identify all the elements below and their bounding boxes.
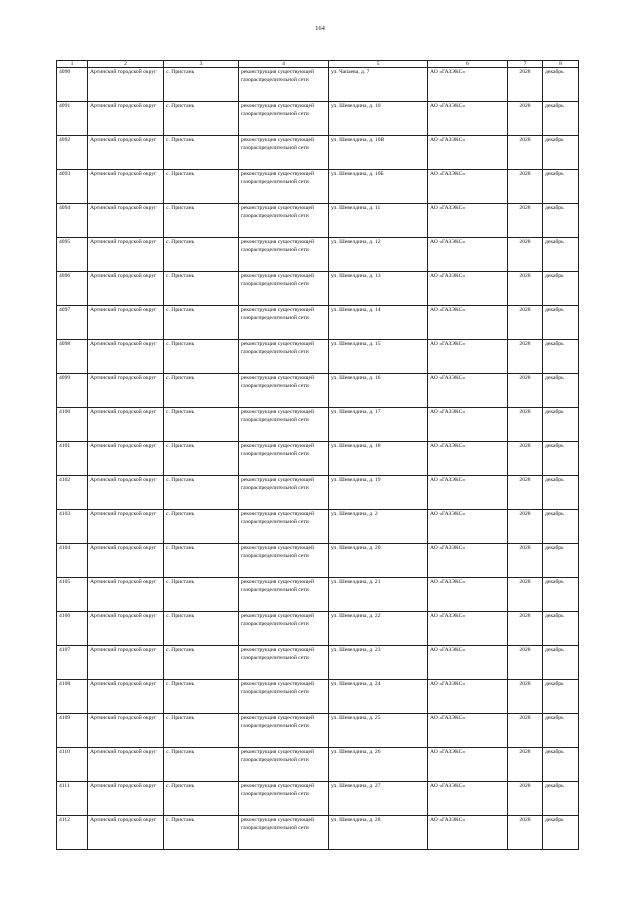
cell-month: декабрь (543, 612, 579, 646)
cell-organization: АО «ГАЗЭКС» (428, 272, 508, 306)
cell-work-type: реконструкция существующей газораспределительной сети (239, 476, 329, 510)
cell-address: ул. Шевелдина, д. 10Б (329, 170, 428, 204)
cell-number: 4090 (57, 68, 88, 102)
cell-number: 4112 (57, 816, 88, 850)
table-row (57, 612, 579, 646)
cell-month: декабрь (543, 306, 579, 340)
cell-year: 2028 (508, 680, 543, 714)
cell-locality: с. Пристань (164, 136, 239, 170)
cell-year: 2028 (508, 748, 543, 782)
cell-organization: АО «ГАЗЭКС» (428, 68, 508, 102)
cell-organization: АО «ГАЗЭКС» (428, 408, 508, 442)
cell-number: 4100 (57, 408, 88, 442)
table-header (57, 61, 579, 68)
cell-work-type: реконструкция существующей газораспределительной сети (239, 544, 329, 578)
page-number: 164 (315, 25, 325, 32)
cell-organization: АО «ГАЗЭКС» (428, 238, 508, 272)
cell-number: 4108 (57, 680, 88, 714)
cell-number: 4106 (57, 612, 88, 646)
cell-district: Артинский городской округ (88, 578, 164, 612)
table-row (57, 680, 579, 714)
cell-month: декабрь (543, 238, 579, 272)
cell-locality: с. Пристань (164, 714, 239, 748)
cell-locality: с. Пристань (164, 306, 239, 340)
cell-month: декабрь (543, 476, 579, 510)
cell-district: Артинский городской округ (88, 442, 164, 476)
cell-address: ул. Шевелдина, д. 2 (329, 510, 428, 544)
cell-organization: АО «ГАЗЭКС» (428, 374, 508, 408)
table-row (57, 170, 579, 204)
cell-organization: АО «ГАЗЭКС» (428, 714, 508, 748)
cell-locality: с. Пристань (164, 170, 239, 204)
cell-year: 2028 (508, 204, 543, 238)
cell-organization: АО «ГАЗЭКС» (428, 748, 508, 782)
cell-number: 4098 (57, 340, 88, 374)
register-table (56, 60, 579, 850)
cell-locality: с. Пристань (164, 408, 239, 442)
cell-month: декабрь (543, 272, 579, 306)
cell-organization: АО «ГАЗЭКС» (428, 442, 508, 476)
cell-year: 2028 (508, 816, 543, 850)
cell-year: 2028 (508, 408, 543, 442)
cell-number: 4095 (57, 238, 88, 272)
cell-year: 2028 (508, 68, 543, 102)
column-header: 3 (164, 61, 239, 68)
cell-number: 4094 (57, 204, 88, 238)
cell-work-type: реконструкция существующей газораспределительной сети (239, 680, 329, 714)
cell-organization: АО «ГАЗЭКС» (428, 510, 508, 544)
table-row (57, 748, 579, 782)
column-header: 6 (428, 61, 508, 68)
cell-work-type: реконструкция существующей газораспределительной сети (239, 748, 329, 782)
header-row (57, 61, 579, 68)
cell-address: ул. Шевелдина, д. 16 (329, 374, 428, 408)
cell-year: 2028 (508, 782, 543, 816)
cell-work-type: реконструкция существующей газораспределительной сети (239, 782, 329, 816)
cell-year: 2028 (508, 136, 543, 170)
cell-locality: с. Пристань (164, 102, 239, 136)
cell-number: 4099 (57, 374, 88, 408)
table-row (57, 782, 579, 816)
cell-locality: с. Пристань (164, 816, 239, 850)
cell-organization: АО «ГАЗЭКС» (428, 170, 508, 204)
cell-district: Артинский городской округ (88, 612, 164, 646)
cell-address: ул. Шевелдина, д. 12 (329, 238, 428, 272)
cell-locality: с. Пристань (164, 272, 239, 306)
table-row (57, 68, 579, 102)
cell-year: 2028 (508, 510, 543, 544)
cell-address: ул. Шевелдина, д. 14 (329, 306, 428, 340)
cell-number: 4097 (57, 306, 88, 340)
cell-locality: с. Пристань (164, 782, 239, 816)
cell-year: 2028 (508, 340, 543, 374)
cell-number: 4107 (57, 646, 88, 680)
table-row (57, 204, 579, 238)
cell-locality: с. Пристань (164, 646, 239, 680)
cell-organization: АО «ГАЗЭКС» (428, 476, 508, 510)
cell-month: декабрь (543, 442, 579, 476)
cell-work-type: реконструкция существующей газораспределительной сети (239, 646, 329, 680)
column-header: 5 (329, 61, 428, 68)
cell-month: декабрь (543, 102, 579, 136)
cell-organization: АО «ГАЗЭКС» (428, 680, 508, 714)
cell-locality: с. Пристань (164, 68, 239, 102)
table-row (57, 510, 579, 544)
cell-district: Артинский городской округ (88, 136, 164, 170)
cell-number: 4110 (57, 748, 88, 782)
cell-work-type: реконструкция существующей газораспределительной сети (239, 816, 329, 850)
cell-address: ул. Шевелдина, д. 28 (329, 816, 428, 850)
cell-year: 2028 (508, 544, 543, 578)
cell-organization: АО «ГАЗЭКС» (428, 816, 508, 850)
cell-year: 2028 (508, 170, 543, 204)
cell-district: Артинский городской округ (88, 272, 164, 306)
table-row (57, 646, 579, 680)
table-row (57, 340, 579, 374)
cell-number: 4103 (57, 510, 88, 544)
cell-address: ул. Шевелдина, д. 10 (329, 102, 428, 136)
cell-year: 2028 (508, 646, 543, 680)
cell-district: Артинский городской округ (88, 510, 164, 544)
cell-work-type: реконструкция существующей газораспределительной сети (239, 306, 329, 340)
cell-month: декабрь (543, 408, 579, 442)
cell-district: Артинский городской округ (88, 646, 164, 680)
table-row (57, 442, 579, 476)
cell-address: ул. Шевелдина, д. 27 (329, 782, 428, 816)
cell-number: 4111 (57, 782, 88, 816)
column-header: 4 (239, 61, 329, 68)
cell-month: декабрь (543, 816, 579, 850)
cell-district: Артинский городской округ (88, 680, 164, 714)
cell-district: Артинский городской округ (88, 374, 164, 408)
cell-work-type: реконструкция существующей газораспределительной сети (239, 374, 329, 408)
column-header: 7 (508, 61, 543, 68)
cell-month: декабрь (543, 680, 579, 714)
table-row (57, 408, 579, 442)
cell-organization: АО «ГАЗЭКС» (428, 544, 508, 578)
table-row (57, 136, 579, 170)
cell-organization: АО «ГАЗЭКС» (428, 612, 508, 646)
table-body (57, 68, 579, 850)
cell-district: Артинский городской округ (88, 170, 164, 204)
cell-address: ул. Шевелдина, д. 13 (329, 272, 428, 306)
cell-locality: с. Пристань (164, 544, 239, 578)
cell-locality: с. Пристань (164, 578, 239, 612)
cell-month: декабрь (543, 646, 579, 680)
cell-organization: АО «ГАЗЭКС» (428, 578, 508, 612)
cell-work-type: реконструкция существующей газораспределительной сети (239, 238, 329, 272)
cell-district: Артинский городской округ (88, 748, 164, 782)
cell-work-type: реконструкция существующей газораспределительной сети (239, 612, 329, 646)
cell-address: ул. Шевелдина, д. 24 (329, 680, 428, 714)
cell-district: Артинский городской округ (88, 238, 164, 272)
cell-organization: АО «ГАЗЭКС» (428, 646, 508, 680)
cell-address: ул. Шевелдина, д. 21 (329, 578, 428, 612)
cell-address: ул. Чапаева, д. 7 (329, 68, 428, 102)
cell-number: 4093 (57, 170, 88, 204)
cell-organization: АО «ГАЗЭКС» (428, 340, 508, 374)
column-header: 1 (57, 61, 88, 68)
cell-locality: с. Пристань (164, 374, 239, 408)
cell-district: Артинский городской округ (88, 306, 164, 340)
cell-locality: с. Пристань (164, 340, 239, 374)
cell-year: 2028 (508, 272, 543, 306)
cell-month: декабрь (543, 578, 579, 612)
cell-year: 2028 (508, 238, 543, 272)
column-header: 2 (88, 61, 164, 68)
cell-month: декабрь (543, 748, 579, 782)
cell-year: 2028 (508, 578, 543, 612)
cell-work-type: реконструкция существующей газораспределительной сети (239, 272, 329, 306)
cell-year: 2028 (508, 102, 543, 136)
cell-work-type: реконструкция существующей газораспределительной сети (239, 442, 329, 476)
cell-number: 4096 (57, 272, 88, 306)
cell-work-type: реконструкция существующей газораспределительной сети (239, 714, 329, 748)
table-row (57, 544, 579, 578)
cell-address: ул. Шевелдина, д. 20 (329, 544, 428, 578)
cell-organization: АО «ГАЗЭКС» (428, 782, 508, 816)
cell-district: Артинский городской округ (88, 816, 164, 850)
cell-work-type: реконструкция существующей газораспределительной сети (239, 578, 329, 612)
cell-address: ул. Шевелдина, д. 15 (329, 340, 428, 374)
cell-work-type: реконструкция существующей газораспределительной сети (239, 204, 329, 238)
cell-month: декабрь (543, 544, 579, 578)
cell-address: ул. Шевелдина, д. 26 (329, 748, 428, 782)
cell-district: Артинский городской округ (88, 68, 164, 102)
cell-address: ул. Шевелдина, д. 23 (329, 646, 428, 680)
cell-number: 4109 (57, 714, 88, 748)
cell-organization: АО «ГАЗЭКС» (428, 204, 508, 238)
cell-organization: АО «ГАЗЭКС» (428, 136, 508, 170)
cell-locality: с. Пристань (164, 748, 239, 782)
cell-work-type: реконструкция существующей газораспределительной сети (239, 340, 329, 374)
cell-month: декабрь (543, 170, 579, 204)
cell-locality: с. Пристань (164, 442, 239, 476)
cell-month: декабрь (543, 136, 579, 170)
cell-locality: с. Пристань (164, 680, 239, 714)
cell-locality: с. Пристань (164, 476, 239, 510)
table-row (57, 816, 579, 850)
cell-organization: АО «ГАЗЭКС» (428, 306, 508, 340)
cell-organization: АО «ГАЗЭКС» (428, 102, 508, 136)
cell-locality: с. Пристань (164, 510, 239, 544)
table-row (57, 238, 579, 272)
cell-month: декабрь (543, 374, 579, 408)
table-row (57, 272, 579, 306)
cell-address: ул. Шевелдина, д. 22 (329, 612, 428, 646)
cell-number: 4091 (57, 102, 88, 136)
cell-month: декабрь (543, 782, 579, 816)
table-row (57, 578, 579, 612)
table-row (57, 102, 579, 136)
cell-district: Артинский городской округ (88, 408, 164, 442)
cell-work-type: реконструкция существующей газораспределительной сети (239, 68, 329, 102)
cell-year: 2028 (508, 612, 543, 646)
cell-district: Артинский городской округ (88, 204, 164, 238)
cell-locality: с. Пристань (164, 612, 239, 646)
cell-number: 4105 (57, 578, 88, 612)
cell-work-type: реконструкция существующей газораспределительной сети (239, 102, 329, 136)
cell-district: Артинский городской округ (88, 476, 164, 510)
cell-work-type: реконструкция существующей газораспределительной сети (239, 170, 329, 204)
cell-month: декабрь (543, 68, 579, 102)
cell-number: 4092 (57, 136, 88, 170)
cell-month: декабрь (543, 204, 579, 238)
cell-work-type: реконструкция существующей газораспределительной сети (239, 510, 329, 544)
cell-number: 4101 (57, 442, 88, 476)
cell-number: 4102 (57, 476, 88, 510)
cell-district: Артинский городской округ (88, 544, 164, 578)
table-row (57, 714, 579, 748)
cell-month: декабрь (543, 510, 579, 544)
cell-work-type: реконструкция существующей газораспределительной сети (239, 136, 329, 170)
cell-locality: с. Пристань (164, 204, 239, 238)
cell-address: ул. Шевелдина, д. 19 (329, 476, 428, 510)
cell-month: декабрь (543, 714, 579, 748)
column-header: 8 (543, 61, 579, 68)
table-row (57, 476, 579, 510)
cell-year: 2028 (508, 374, 543, 408)
cell-district: Артинский городской округ (88, 714, 164, 748)
cell-district: Артинский городской округ (88, 782, 164, 816)
cell-year: 2028 (508, 306, 543, 340)
cell-address: ул. Шевелдина, д. 25 (329, 714, 428, 748)
cell-address: ул. Шевелдина, д. 18 (329, 442, 428, 476)
cell-month: декабрь (543, 340, 579, 374)
cell-year: 2028 (508, 442, 543, 476)
table-row (57, 374, 579, 408)
cell-address: ул. Шевелдина, д. 10В (329, 136, 428, 170)
table-row (57, 306, 579, 340)
cell-year: 2028 (508, 714, 543, 748)
cell-year: 2028 (508, 476, 543, 510)
cell-work-type: реконструкция существующей газораспределительной сети (239, 408, 329, 442)
cell-locality: с. Пристань (164, 238, 239, 272)
cell-number: 4104 (57, 544, 88, 578)
cell-address: ул. Шевелдина, д. 11 (329, 204, 428, 238)
cell-district: Артинский городской округ (88, 102, 164, 136)
cell-district: Артинский городской округ (88, 340, 164, 374)
cell-address: ул. Шевелдина, д. 17 (329, 408, 428, 442)
